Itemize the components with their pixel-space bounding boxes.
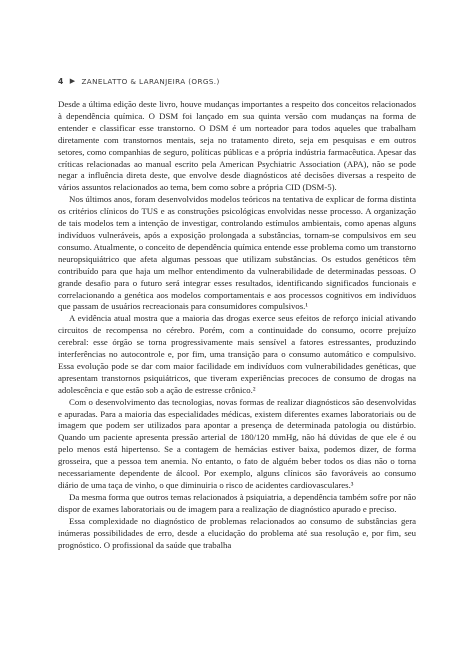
triangle-marker-icon: ▶ [69, 77, 76, 85]
paragraph-1: Desde a última edição deste livro, houve mudanças importantes a respeito dos conceitos relacionados à dependência química. O DSM foi lançado em sua quinta versão com mudanças na forma de entender e classificar esse transtorno. O DSM é um norteador para todos aqueles que trabalham diretamente com transtornos mentais, seja no tratamento direto, seja em pesquisas e em outros setores, como companhias de seguro, políticas públicas e a própria indústria farmacêutica. Apesar das críticas relacionadas ao manual escrito pela American Psychiatric Association (APA), não se pode negar a influência direta deste, que envolve desde diagnósticos até decisões diversas a respeito de vários assuntos relacionados ao tema, bem como sobre a própria CID (DSM-5). [58, 99, 416, 193]
running-title: ZANELATTO & LARANJEIRA (ORGS.) [81, 76, 220, 86]
paragraph-4: Com o desenvolvimento das tecnologias, novas formas de realizar diagnósticos são desenvolvidas e apuradas. Para a maioria das especialidades médicas, existem diferentes exames laboratoriais ou de imagem que podem ser utilizados para apontar a presença de determinada patologia ou distúrbio. Quando um paciente apresenta pressão arterial de 180/120 mmHg, não há dúvidas de que ele é ou pelo menos está hipertenso. Se a contagem de hemácias estiver baixa, podemos dizer, de forma grosseira, que a pessoa tem anemia. No entanto, o fato de alguém beber todos os dias não o torna necessariamente dependente de álcool. Por exemplo, alguns clínicos são favoráveis ao consumo diário de uma taça de vinho, o que diminuiria o risco de acidentes cardiovasculares.³ [58, 396, 416, 490]
paragraph-6: Essa complexidade no diagnóstico de problemas relacionados ao consumo de substâncias gera inúmeras possibilidades de erro, desde a elucidação do problema até sua resolução e, por fim, seu prognóstico. O profissional da saúde que trabalha [58, 515, 416, 550]
paragraph-3: A evidência atual mostra que a maioria das drogas exerce seus efeitos de reforço inicial ativando circuitos de recompensa no cérebro. Porém, com a continuidade do consumo, ocorre prejuízo cerebral: esse órgão se torna progressivamente mais sensível a fatores estressantes, produzindo interferências no autocontrole e, por fim, uma transição para o consumo automático e compulsivo. Essa evolução pode se dar com maior facilidade em indivíduos com vulnerabilidades genéticas, que apresentam transtornos psiquiátricos, que tiveram experiências precoces de consumo de drogas na adolescência e que estão sob a ação de estresse crônico.² [58, 313, 416, 395]
body-text [58, 99, 416, 551]
paragraph-2: Nos últimos anos, foram desenvolvidos modelos teóricos na tentativa de explicar de forma distinta os critérios clínicos do TUS e as construções psicológicas envolvidas nesse processo. A organização de tais modelos tem a intenção de investigar, controlando estímulos ambientais, como apenas alguns indivíduos vulneráveis, após a exposição prolongada a substâncias, tornam-se compulsivos em seu consumo. Atualmente, o conceito de dependência química entende esse problema como um transtorno neuropsiquiátrico que afeta algumas pessoas que utilizam substâncias. Os estudos genéticos têm contribuído para que haja um melhor entendimento da vulnerabilidade de determinadas pessoas. O grande desafio para o futuro será integrar esses resultados, identificando significados funcionais e correlacionando a genética aos modelos comportamentais e aos processos cognitivos em indivíduos que passam de usuários recreacionais para consumidores compulsivos.¹ [58, 194, 416, 312]
page-number: 4 [58, 76, 64, 86]
running-header [58, 75, 220, 87]
paragraph-5: Da mesma forma que outros temas relacionados à psiquiatria, a dependência também sofre por não dispor de exames laboratoriais ou de imagem para a realização de diagnóstico apurado e preciso. [58, 491, 416, 514]
